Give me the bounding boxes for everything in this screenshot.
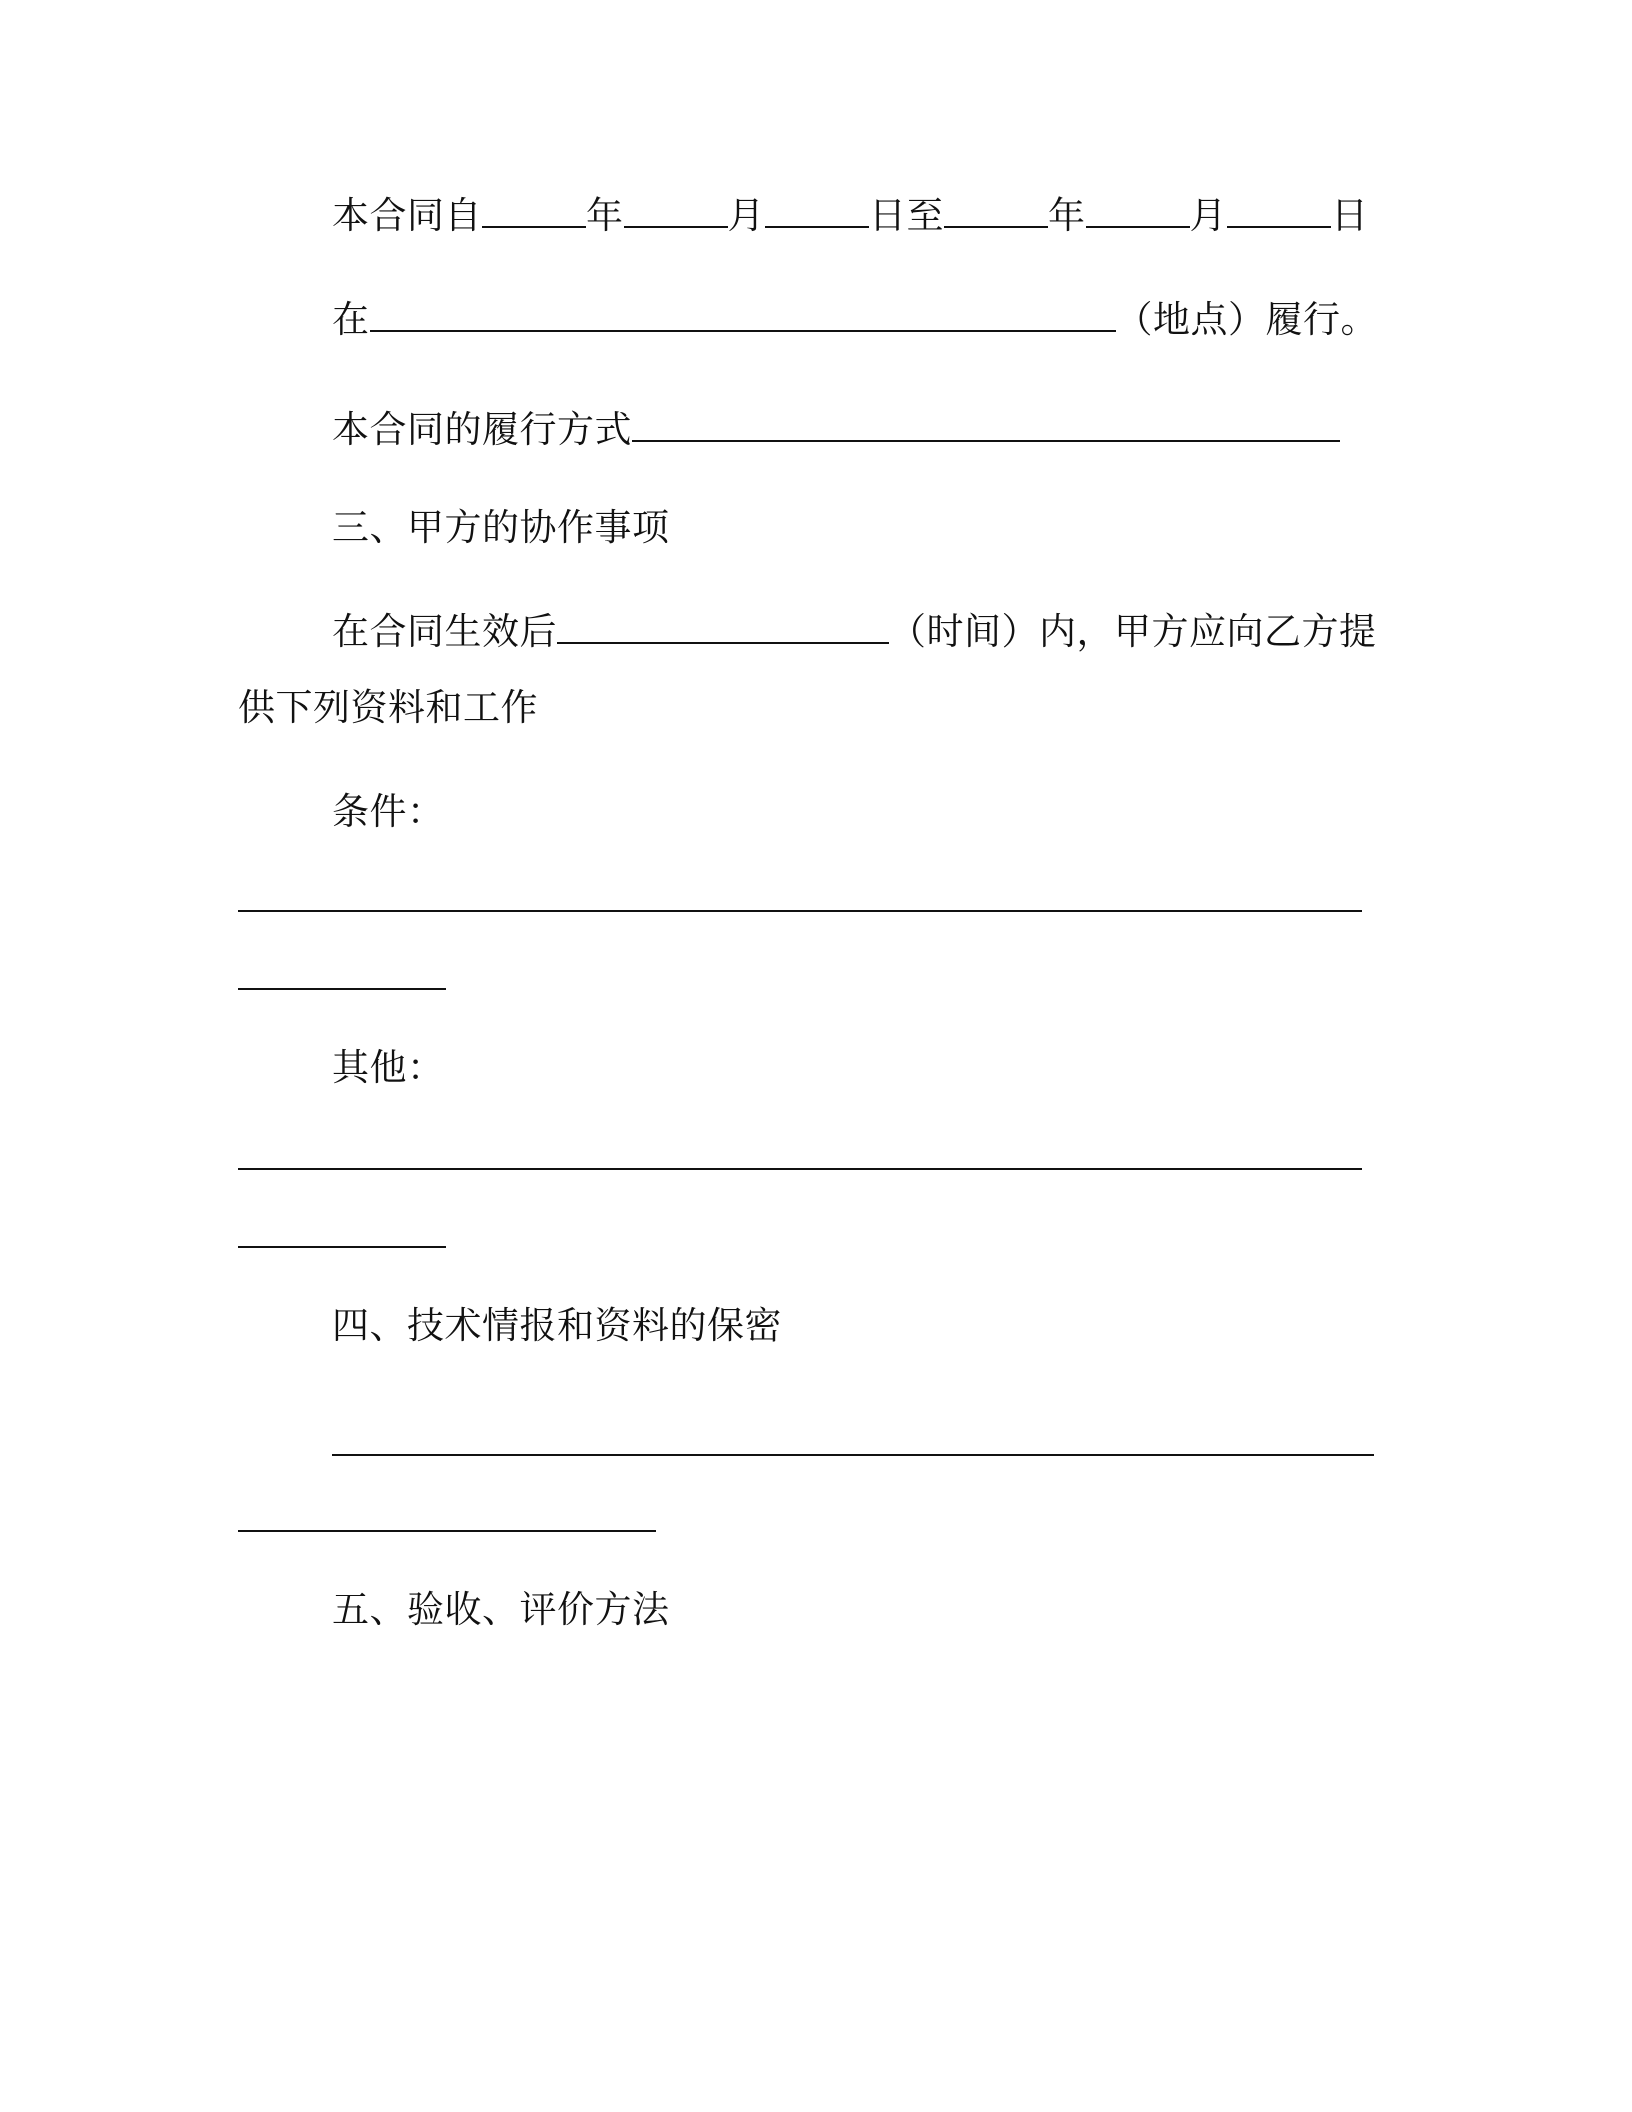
section-3-line-1	[332, 610, 1377, 654]
month-label-1: 月	[727, 194, 765, 237]
place-prefix: 在	[332, 298, 370, 341]
day-label-2: 日	[1331, 194, 1369, 237]
conditions-blank-line-2[interactable]	[238, 988, 446, 990]
year-label-1: 年	[586, 194, 624, 237]
conditions-blank-line-1[interactable]	[238, 910, 1362, 912]
section-5-heading: 五、验收、评价方法	[332, 1588, 670, 1631]
end-year-blank[interactable]	[944, 196, 1048, 228]
confidentiality-blank-line-1[interactable]	[332, 1454, 1374, 1456]
other-label: 其他：	[332, 1046, 445, 1089]
method-prefix: 本合同的履行方式	[332, 408, 632, 451]
month-label-2: 月	[1189, 194, 1227, 237]
method-line	[332, 408, 1340, 452]
place-blank[interactable]	[370, 300, 1116, 332]
confidentiality-blank-line-2[interactable]	[238, 1530, 656, 1532]
term-prefix: 本合同自	[332, 194, 482, 237]
year-label-2: 年	[1048, 194, 1086, 237]
section-3-heading: 三、甲方的协作事项	[332, 506, 670, 549]
section-3-line-1-prefix: 在合同生效后	[332, 610, 557, 653]
start-day-blank[interactable]	[765, 196, 869, 228]
time-blank[interactable]	[557, 612, 889, 644]
conditions-label: 条件：	[332, 790, 445, 833]
end-day-blank[interactable]	[1227, 196, 1331, 228]
other-blank-line-1[interactable]	[238, 1168, 1362, 1170]
section-3-line-1-suffix: （时间）内，甲方应向乙方提	[889, 610, 1377, 653]
method-blank[interactable]	[632, 410, 1340, 442]
section-4-heading: 四、技术情报和资料的保密	[332, 1304, 782, 1347]
other-blank-line-2[interactable]	[238, 1246, 446, 1248]
contract-term-line	[332, 194, 1369, 238]
start-month-blank[interactable]	[624, 196, 728, 228]
place-suffix: （地点）履行。	[1115, 298, 1378, 341]
place-line	[332, 298, 1378, 342]
day-to-label: 日至	[869, 194, 944, 237]
section-3-line-2: 供下列资料和工作	[238, 686, 538, 729]
start-year-blank[interactable]	[482, 196, 586, 228]
end-month-blank[interactable]	[1086, 196, 1190, 228]
